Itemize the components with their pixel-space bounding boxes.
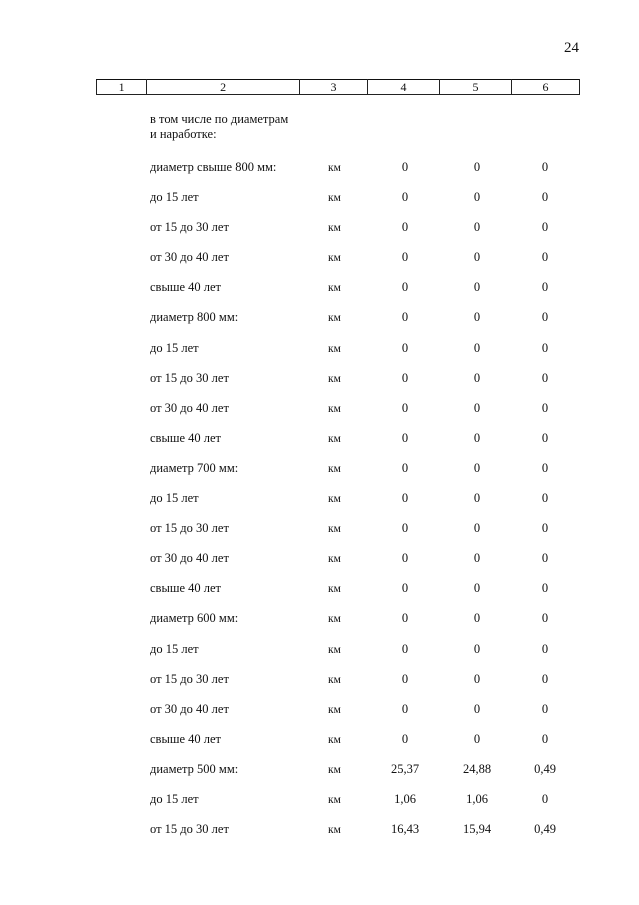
- row-value-col4: 0: [401, 701, 409, 716]
- row-value-col5: 0: [473, 370, 481, 385]
- row-value-col4: 0: [401, 551, 409, 566]
- table-row: [0, 218, 639, 248]
- row-unit: км: [328, 763, 341, 776]
- row-value-col5: 0: [473, 491, 481, 506]
- row-value-col6: 0: [541, 250, 549, 265]
- row-value-col4: 0: [401, 250, 409, 265]
- row-value-col5: 0: [473, 521, 481, 536]
- row-label: до 15 лет: [150, 641, 199, 656]
- row-value-col5: 0: [473, 250, 481, 265]
- row-value-col6: 0: [541, 310, 549, 325]
- row-value-col4: 0: [401, 340, 409, 355]
- row-value-col5: 0: [473, 581, 481, 596]
- row-value-col4: 0: [401, 491, 409, 506]
- row-label: от 15 до 30 лет: [150, 370, 229, 385]
- table-row: [0, 278, 639, 308]
- table-row: [0, 399, 639, 429]
- row-value-col6: 0: [541, 491, 549, 506]
- row-label: до 15 лет: [150, 791, 199, 806]
- row-label: свыше 40 лет: [150, 280, 222, 295]
- row-value-col6: 0: [541, 370, 549, 385]
- row-unit: км: [328, 793, 341, 806]
- row-value-col6: 0: [541, 611, 549, 626]
- row-value-col4: 0: [401, 611, 409, 626]
- table-row: [0, 730, 639, 760]
- row-unit: км: [328, 282, 341, 295]
- row-value-col6: 0: [541, 340, 549, 355]
- row-value-col4: 0: [401, 521, 409, 536]
- table-row: [0, 248, 639, 278]
- row-value-col6: 0: [541, 280, 549, 295]
- row-label: от 30 до 40 лет: [150, 551, 229, 566]
- row-value-col6: 0: [541, 701, 549, 716]
- row-value-col4: 0: [401, 641, 409, 656]
- row-value-col5: 0: [473, 551, 481, 566]
- row-value-col4: 1,06: [394, 791, 416, 806]
- table-row: [0, 640, 639, 670]
- column-number-4: 4: [368, 80, 440, 95]
- row-label: от 15 до 30 лет: [150, 822, 229, 837]
- row-value-col6: 0: [541, 551, 549, 566]
- row-unit: км: [328, 312, 341, 325]
- row-value-col4: 0: [401, 731, 409, 746]
- table-row: [0, 609, 639, 639]
- row-value-col4: 0: [401, 160, 409, 174]
- row-value-col5: 0: [473, 611, 481, 626]
- row-value-col6: 0: [541, 791, 549, 806]
- section-intro: [150, 112, 288, 142]
- row-unit: км: [328, 733, 341, 746]
- row-unit: км: [328, 462, 341, 475]
- row-value-col5: 0: [473, 701, 481, 716]
- row-label: от 15 до 30 лет: [150, 671, 229, 686]
- row-label: свыше 40 лет: [150, 581, 222, 596]
- row-unit: км: [328, 222, 341, 235]
- row-value-col4: 25,37: [390, 761, 420, 776]
- table-row: [0, 308, 639, 338]
- row-label: диаметр свыше 800 мм:: [150, 160, 277, 174]
- column-number-1: 1: [97, 80, 147, 95]
- row-value-col5: 0: [473, 310, 481, 325]
- row-label: от 15 до 30 лет: [150, 521, 229, 536]
- row-value-col4: 0: [401, 190, 409, 205]
- column-number-2: 2: [147, 80, 300, 95]
- table-row: [0, 790, 639, 820]
- row-value-col6: 0: [541, 641, 549, 656]
- row-value-col4: 16,43: [390, 822, 420, 837]
- column-number-header: [96, 79, 580, 95]
- table-row: [0, 489, 639, 519]
- row-value-col6: 0,49: [534, 761, 556, 776]
- row-label: от 15 до 30 лет: [150, 220, 229, 235]
- page-number: 24: [564, 40, 579, 56]
- row-value-col5: 0: [473, 671, 481, 686]
- row-unit: км: [328, 372, 341, 385]
- row-value-col5: 0: [473, 641, 481, 656]
- table-row: [0, 188, 639, 218]
- row-value-col6: 0: [541, 460, 549, 475]
- row-value-col5: 0: [473, 400, 481, 415]
- row-label: диаметр 700 мм:: [150, 460, 239, 475]
- row-unit: км: [328, 583, 341, 596]
- row-label: свыше 40 лет: [150, 430, 222, 445]
- table-row: [0, 459, 639, 489]
- table-row: [0, 549, 639, 579]
- row-value-col5: 0: [473, 190, 481, 205]
- row-value-col5: 0: [473, 731, 481, 746]
- row-unit: км: [328, 673, 341, 686]
- row-value-col5: 0: [473, 220, 481, 235]
- row-unit: км: [328, 192, 341, 205]
- row-value-col4: 0: [401, 370, 409, 385]
- intro-line-1: в том числе по диаметрам: [150, 112, 289, 126]
- row-unit: км: [328, 402, 341, 415]
- row-value-col4: 0: [401, 581, 409, 596]
- table-row: [0, 670, 639, 700]
- row-value-col6: 0: [541, 220, 549, 235]
- table-row: [0, 339, 639, 369]
- row-label: до 15 лет: [150, 340, 199, 355]
- row-unit: км: [328, 162, 341, 174]
- table-row: [0, 429, 639, 459]
- table-row: [0, 579, 639, 609]
- row-value-col5: 24,88: [462, 761, 492, 776]
- row-unit: км: [328, 432, 341, 445]
- row-value-col4: 0: [401, 460, 409, 475]
- row-value-col6: 0: [541, 160, 549, 174]
- row-value-col6: 0: [541, 521, 549, 536]
- row-value-col5: 0: [473, 460, 481, 475]
- table-row: [0, 158, 639, 188]
- row-value-col4: 0: [401, 220, 409, 235]
- row-value-col6: 0: [541, 581, 549, 596]
- row-value-col6: 0,49: [534, 822, 556, 837]
- row-unit: км: [328, 523, 341, 536]
- row-label: диаметр 800 мм:: [150, 310, 239, 325]
- row-label: от 30 до 40 лет: [150, 250, 229, 265]
- row-value-col4: 0: [401, 430, 409, 445]
- row-value-col6: 0: [541, 731, 549, 746]
- table-row: [0, 519, 639, 549]
- row-value-col6: 0: [541, 671, 549, 686]
- row-value-col5: 0: [473, 280, 481, 295]
- row-label: от 30 до 40 лет: [150, 400, 229, 415]
- row-value-col4: 0: [401, 310, 409, 325]
- row-label: диаметр 500 мм:: [150, 761, 239, 776]
- row-unit: км: [328, 342, 341, 355]
- table-row: [0, 369, 639, 399]
- row-label: до 15 лет: [150, 190, 199, 205]
- table-row: [0, 760, 639, 790]
- column-number-6: 6: [511, 80, 579, 95]
- row-value-col5: 15,94: [462, 822, 492, 837]
- row-value-col6: 0: [541, 190, 549, 205]
- row-unit: км: [328, 252, 341, 265]
- row-value-col5: 0: [473, 340, 481, 355]
- row-label: свыше 40 лет: [150, 731, 222, 746]
- row-unit: км: [328, 553, 341, 566]
- row-value-col4: 0: [401, 671, 409, 686]
- data-rows: [0, 158, 639, 850]
- row-label: до 15 лет: [150, 491, 199, 506]
- row-unit: км: [328, 824, 341, 837]
- row-label: диаметр 600 мм:: [150, 611, 239, 626]
- row-value-col6: 0: [541, 430, 549, 445]
- row-value-col5: 0: [473, 160, 481, 174]
- column-number-3: 3: [300, 80, 368, 95]
- row-value-col5: 0: [473, 430, 481, 445]
- row-label: от 30 до 40 лет: [150, 701, 229, 716]
- row-value-col5: 1,06: [466, 791, 488, 806]
- row-unit: км: [328, 703, 341, 716]
- row-unit: км: [328, 643, 341, 656]
- table-row: [0, 820, 639, 850]
- row-value-col4: 0: [401, 280, 409, 295]
- row-unit: км: [328, 493, 341, 506]
- row-unit: км: [328, 613, 341, 626]
- table-row: [0, 700, 639, 730]
- column-number-5: 5: [440, 80, 512, 95]
- row-value-col6: 0: [541, 400, 549, 415]
- row-value-col4: 0: [401, 400, 409, 415]
- intro-line-2: и наработке:: [150, 127, 217, 141]
